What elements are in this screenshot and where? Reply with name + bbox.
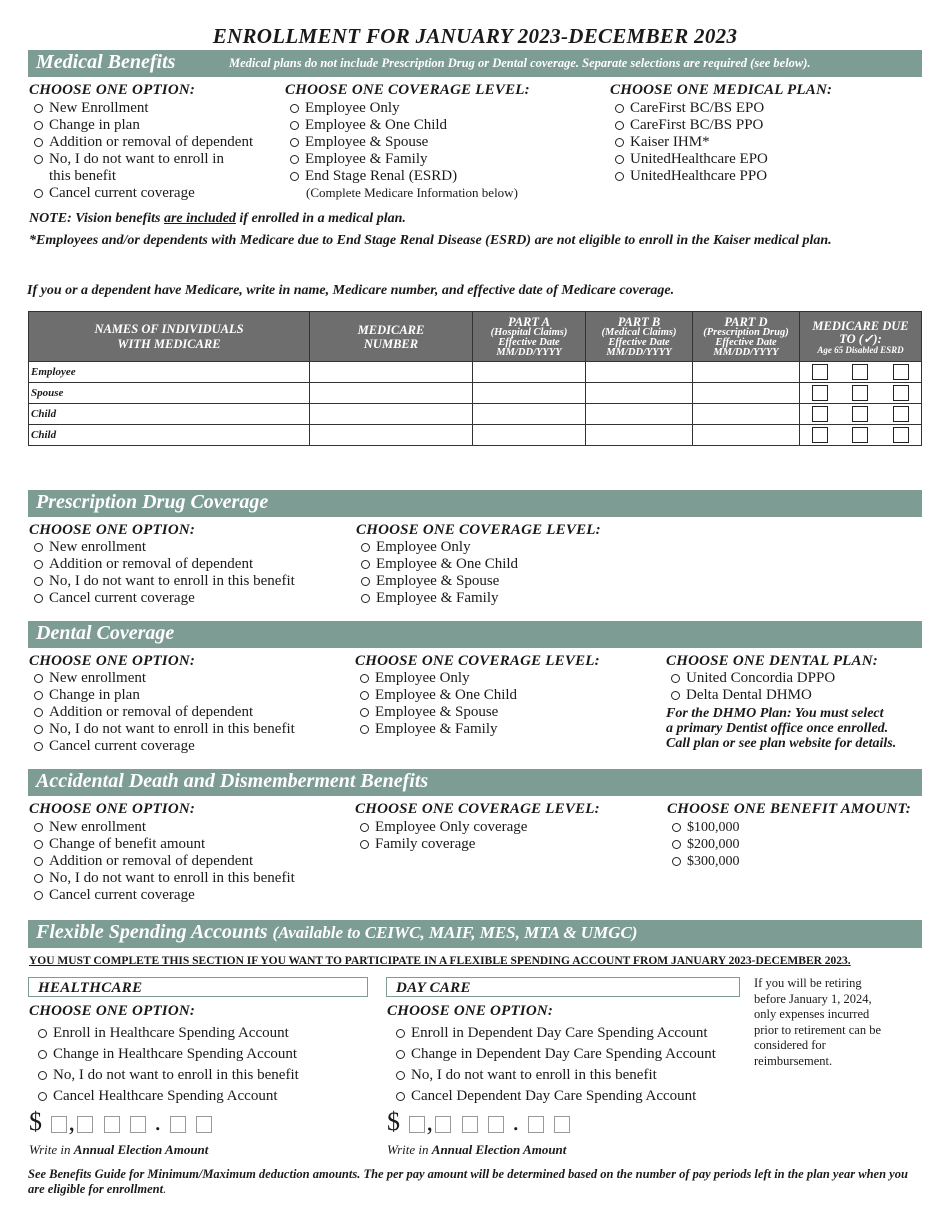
rx-coverage-list xyxy=(356,539,518,607)
part-a-date-cell[interactable] xyxy=(473,362,586,383)
medical-coverage-esrd[interactable]: End Stage Renal (ESRD) xyxy=(285,168,457,185)
page-title: ENROLLMENT FOR JANUARY 2023-DECEMBER 2023 xyxy=(212,24,738,48)
dental-plan-header: CHOOSE ONE DENTAL PLAN: xyxy=(666,653,878,669)
medical-plan-header: CHOOSE ONE MEDICAL PLAN: xyxy=(610,82,833,98)
period-sign: . xyxy=(154,1107,161,1136)
radio-icon[interactable] xyxy=(34,840,43,849)
dental-option-cancel[interactable]: Cancel current coverage xyxy=(29,738,295,755)
rx-option-dependent[interactable]: Addition or removal of dependent xyxy=(29,556,295,573)
esrd-checkbox[interactable] xyxy=(893,364,909,380)
medical-option-decline-cont: this benefit xyxy=(49,168,117,184)
dollar-sign: $ xyxy=(29,1107,42,1136)
hc-write-in-label: Write in Annual Election Amount xyxy=(29,1142,209,1157)
col-part-b-header: PART B (Medical Claims) Effective Date MM/DD/YYYY xyxy=(586,312,693,362)
part-b-date-cell[interactable] xyxy=(586,404,693,425)
radio-icon[interactable] xyxy=(34,121,43,130)
add-options-header: CHOOSE ONE OPTION: xyxy=(29,801,196,817)
medical-coverage-list xyxy=(285,100,457,185)
medical-options-list xyxy=(29,100,253,202)
add-amount-list xyxy=(667,819,740,870)
dc-option-cancel[interactable]: Cancel Dependent Day Care Spending Account xyxy=(391,1086,716,1107)
fsa-heading-sub: (Available to CEIWC, MAIF, MES, MTA & UMGC) xyxy=(272,923,638,942)
radio-icon[interactable] xyxy=(672,857,681,866)
healthcare-label: HEALTHCARE xyxy=(28,977,368,997)
esrd-checkbox[interactable] xyxy=(893,427,909,443)
radio-icon[interactable] xyxy=(360,823,369,832)
dc-cents-box[interactable] xyxy=(528,1116,544,1133)
add-option-new[interactable]: New enrollment xyxy=(29,819,295,836)
radio-icon[interactable] xyxy=(615,121,624,130)
medical-coverage-spouse[interactable]: Employee & Spouse xyxy=(285,134,457,151)
dc-write-in-label: Write in Annual Election Amount xyxy=(387,1142,567,1157)
radio-icon[interactable] xyxy=(34,691,43,700)
radio-icon[interactable] xyxy=(34,138,43,147)
hc-digit-box[interactable] xyxy=(104,1116,120,1133)
radio-icon[interactable] xyxy=(396,1092,405,1101)
col-part-a-header: PART A (Hospital Claims) Effective Date MM/DD/YYYY xyxy=(473,312,586,362)
medical-options-header: CHOOSE ONE OPTION: xyxy=(29,82,196,98)
dc-option-change[interactable]: Change in Dependent Day Care Spending Account xyxy=(391,1044,716,1065)
fsa-heading: Flexible Spending Accounts (Available to CEIWC, MAIF, MES, MTA & UMGC) xyxy=(36,921,638,943)
dc-cents-box[interactable] xyxy=(554,1116,570,1133)
radio-icon[interactable] xyxy=(615,155,624,164)
age-65-checkbox[interactable] xyxy=(812,364,828,380)
dental-plan-list xyxy=(666,670,835,704)
rx-section-header xyxy=(28,490,922,517)
medicare-row-child-1 xyxy=(29,404,922,425)
part-d-date-cell[interactable] xyxy=(693,404,800,425)
radio-icon[interactable] xyxy=(290,104,299,113)
add-coverage-employee[interactable]: Employee Only coverage xyxy=(355,819,527,836)
radio-icon[interactable] xyxy=(360,840,369,849)
dental-heading: Dental Coverage xyxy=(36,622,175,644)
radio-icon[interactable] xyxy=(361,543,370,552)
daycare-label: DAY CARE xyxy=(386,977,740,997)
dc-digit-box[interactable] xyxy=(435,1116,451,1133)
radio-icon[interactable] xyxy=(34,189,43,198)
add-option-change-amount[interactable]: Change of benefit amount xyxy=(29,836,295,853)
col-number-header: MEDICARE NUMBER xyxy=(310,312,473,362)
radio-icon[interactable] xyxy=(34,674,43,683)
radio-icon[interactable] xyxy=(34,543,43,552)
hc-option-decline[interactable]: No, I do not want to enroll in this benefit xyxy=(33,1065,299,1086)
radio-icon[interactable] xyxy=(34,104,43,113)
radio-icon[interactable] xyxy=(34,577,43,586)
radio-icon[interactable] xyxy=(34,155,43,164)
radio-icon[interactable] xyxy=(34,742,43,751)
row-label: Spouse xyxy=(29,383,310,404)
esrd-checkbox[interactable] xyxy=(893,385,909,401)
dc-option-enroll[interactable]: Enroll in Dependent Day Care Spending Account xyxy=(391,1023,716,1044)
part-b-date-cell[interactable] xyxy=(586,362,693,383)
radio-icon[interactable] xyxy=(396,1029,405,1038)
radio-icon[interactable] xyxy=(671,691,680,700)
part-a-date-cell[interactable] xyxy=(473,425,586,446)
radio-icon[interactable] xyxy=(38,1071,47,1080)
retirement-note: If you will be retiring before January 1, 2024, only expenses incurred prior to retirement can be considered for reimbursement. xyxy=(754,976,882,1068)
esrd-note: *Employees and/or dependents with Medicare due to End Stage Renal Disease (ESRD) are not eligible to enroll in the Kaiser medical plan. xyxy=(29,233,832,248)
add-amount-header: CHOOSE ONE BENEFIT AMOUNT: xyxy=(667,801,911,817)
rx-options-header: CHOOSE ONE OPTION: xyxy=(29,522,196,538)
disabled-checkbox[interactable] xyxy=(852,364,868,380)
rx-option-decline[interactable]: No, I do not want to enroll in this benefit xyxy=(29,573,295,590)
medicare-number-cell[interactable] xyxy=(310,383,473,404)
fsa-footer-note: See Benefits Guide for Minimum/Maximum deduction amounts. The per pay amount will be determined based on the number of pay periods left in the plan year when you are eligible for enrollment. xyxy=(28,1167,908,1196)
radio-icon[interactable] xyxy=(34,725,43,734)
dc-digit-box[interactable] xyxy=(462,1116,478,1133)
radio-icon[interactable] xyxy=(360,708,369,717)
medical-heading: Medical Benefits xyxy=(36,51,176,73)
hc-option-enroll[interactable]: Enroll in Healthcare Spending Account xyxy=(33,1023,299,1044)
radio-icon[interactable] xyxy=(360,691,369,700)
rx-coverage-family[interactable]: Employee & Family xyxy=(356,590,518,607)
dc-options-header: CHOOSE ONE OPTION: xyxy=(387,1003,554,1019)
add-options-list xyxy=(29,819,295,904)
add-heading: Accidental Death and Dismemberment Benefits xyxy=(36,770,429,792)
medical-plan-uhc-ppo[interactable]: UnitedHealthcare PPO xyxy=(610,168,768,185)
dental-plan-delta[interactable]: Delta Dental DHMO xyxy=(666,687,835,704)
vision-note: NOTE: Vision benefits are included if enrolled in a medical plan. xyxy=(29,211,406,226)
dental-option-dependent[interactable]: Addition or removal of dependent xyxy=(29,704,295,721)
radio-icon[interactable] xyxy=(615,138,624,147)
dollar-sign: $ xyxy=(387,1107,400,1136)
rx-coverage-employee[interactable]: Employee Only xyxy=(356,539,518,556)
add-option-dependent[interactable]: Addition or removal of dependent xyxy=(29,853,295,870)
comma-sign: , xyxy=(426,1107,433,1136)
medical-option-change[interactable]: Change in plan xyxy=(29,117,253,134)
medicare-row-employee xyxy=(29,362,922,383)
comma-sign: , xyxy=(68,1107,75,1136)
add-section-header xyxy=(28,769,922,796)
medical-option-new[interactable]: New Enrollment xyxy=(29,100,253,117)
rx-coverage-header: CHOOSE ONE COVERAGE LEVEL: xyxy=(356,522,601,538)
medical-coverage-employee[interactable]: Employee Only xyxy=(285,100,457,117)
medical-plan-kaiser[interactable]: Kaiser IHM* xyxy=(610,134,768,151)
age-65-checkbox[interactable] xyxy=(812,385,828,401)
add-option-cancel[interactable]: Cancel current coverage xyxy=(29,887,295,904)
radio-icon[interactable] xyxy=(360,725,369,734)
hc-cents-box[interactable] xyxy=(196,1116,212,1133)
dental-options-list xyxy=(29,670,295,755)
dc-amount-entry xyxy=(387,1107,572,1137)
dc-digit-box[interactable] xyxy=(409,1116,425,1133)
medical-coverage-family[interactable]: Employee & Family xyxy=(285,151,457,168)
col-part-d-header: PART D (Prescription Drug) Effective Date MM/DD/YYYY xyxy=(693,312,800,362)
hc-amount-entry xyxy=(29,1107,214,1137)
add-amount-300k[interactable]: $300,000 xyxy=(667,853,740,870)
radio-icon[interactable] xyxy=(396,1050,405,1059)
age-65-checkbox[interactable] xyxy=(812,406,828,422)
medical-plan-carefirst-ppo[interactable]: CareFirst BC/BS PPO xyxy=(610,117,768,134)
radio-icon[interactable] xyxy=(38,1029,47,1038)
radio-icon[interactable] xyxy=(290,138,299,147)
rx-option-cancel[interactable]: Cancel current coverage xyxy=(29,590,295,607)
add-amount-100k[interactable]: $100,000 xyxy=(667,819,740,836)
radio-icon[interactable] xyxy=(34,560,43,569)
radio-icon[interactable] xyxy=(615,104,624,113)
radio-icon[interactable] xyxy=(672,840,681,849)
rx-heading: Prescription Drug Coverage xyxy=(36,491,269,513)
dhmo-note: For the DHMO Plan: You must select a primary Dentist office once enrolled. Call plan or see plan website for details. xyxy=(666,706,897,751)
row-label: Employee xyxy=(29,362,310,383)
period-sign: . xyxy=(512,1107,519,1136)
medicare-number-cell[interactable] xyxy=(310,404,473,425)
radio-icon[interactable] xyxy=(672,823,681,832)
medical-option-cancel[interactable]: Cancel current coverage xyxy=(29,185,253,202)
dental-coverage-header: CHOOSE ONE COVERAGE LEVEL: xyxy=(355,653,600,669)
dc-option-decline[interactable]: No, I do not want to enroll in this benefit xyxy=(391,1065,716,1086)
medical-coverage-header: CHOOSE ONE COVERAGE LEVEL: xyxy=(285,82,530,98)
age-65-checkbox[interactable] xyxy=(812,427,828,443)
col-names-header: NAMES OF INDIVIDUALS WITH MEDICARE xyxy=(29,312,310,362)
hc-digit-box[interactable] xyxy=(77,1116,93,1133)
radio-icon[interactable] xyxy=(361,560,370,569)
medicare-number-cell[interactable] xyxy=(310,362,473,383)
rx-options-list xyxy=(29,539,295,607)
medicare-intro: If you or a dependent have Medicare, write in name, Medicare number, and effective date of Medicare coverage. xyxy=(27,283,675,298)
medical-section-header xyxy=(28,50,922,77)
part-a-date-cell[interactable] xyxy=(473,383,586,404)
radio-icon[interactable] xyxy=(34,708,43,717)
radio-icon[interactable] xyxy=(396,1071,405,1080)
radio-icon[interactable] xyxy=(671,674,680,683)
row-label: Child xyxy=(29,404,310,425)
part-b-date-cell[interactable] xyxy=(586,383,693,404)
add-amount-200k[interactable]: $200,000 xyxy=(667,836,740,853)
medical-coverage-one-child[interactable]: Employee & One Child xyxy=(285,117,457,134)
fsa-must-complete-note: YOU MUST COMPLETE THIS SECTION IF YOU WANT TO PARTICIPATE IN A FLEXIBLE SPENDING ACCOUNT FROM JANUARY 2023-DECEMBER 2023. xyxy=(29,955,851,967)
radio-icon[interactable] xyxy=(290,121,299,130)
radio-icon[interactable] xyxy=(361,594,370,603)
radio-icon[interactable] xyxy=(34,891,43,900)
col-medicare-due-header: MEDICARE DUE TO (✓): Age 65 Disabled ESRD xyxy=(800,312,922,362)
radio-icon[interactable] xyxy=(360,674,369,683)
rx-coverage-spouse[interactable]: Employee & Spouse xyxy=(356,573,518,590)
part-b-date-cell[interactable] xyxy=(586,425,693,446)
radio-icon[interactable] xyxy=(34,874,43,883)
medical-plan-list xyxy=(610,100,768,185)
dental-coverage-spouse[interactable]: Employee & Spouse xyxy=(355,704,517,721)
disabled-checkbox[interactable] xyxy=(852,427,868,443)
part-d-date-cell[interactable] xyxy=(693,425,800,446)
dental-coverage-one-child[interactable]: Employee & One Child xyxy=(355,687,517,704)
disabled-checkbox[interactable] xyxy=(852,385,868,401)
hc-option-cancel[interactable]: Cancel Healthcare Spending Account xyxy=(33,1086,299,1107)
medical-option-decline[interactable]: No, I do not want to enroll in xyxy=(29,151,253,168)
radio-icon[interactable] xyxy=(34,594,43,603)
medical-plan-uhc-epo[interactable]: UnitedHealthcare EPO xyxy=(610,151,768,168)
part-d-date-cell[interactable] xyxy=(693,383,800,404)
esrd-checkbox[interactable] xyxy=(893,406,909,422)
dental-coverage-employee[interactable]: Employee Only xyxy=(355,670,517,687)
hc-digit-box[interactable] xyxy=(130,1116,146,1133)
medicare-number-cell[interactable] xyxy=(310,425,473,446)
dental-option-new[interactable]: New enrollment xyxy=(29,670,295,687)
dc-options-list xyxy=(391,1023,716,1107)
hc-options-list xyxy=(33,1023,299,1107)
dental-section-header xyxy=(28,621,922,648)
radio-icon[interactable] xyxy=(34,857,43,866)
hc-digit-box[interactable] xyxy=(51,1116,67,1133)
row-label: Child xyxy=(29,425,310,446)
hc-cents-box[interactable] xyxy=(170,1116,186,1133)
medicare-row-child-2 xyxy=(29,425,922,446)
medical-plan-carefirst-epo[interactable]: CareFirst BC/BS EPO xyxy=(610,100,768,117)
hc-option-change[interactable]: Change in Healthcare Spending Account xyxy=(33,1044,299,1065)
rx-coverage-one-child[interactable]: Employee & One Child xyxy=(356,556,518,573)
radio-icon[interactable] xyxy=(38,1050,47,1059)
dental-options-header: CHOOSE ONE OPTION: xyxy=(29,653,196,669)
medicare-info-note: (Complete Medicare Information below) xyxy=(306,185,518,200)
radio-icon[interactable] xyxy=(290,155,299,164)
part-a-date-cell[interactable] xyxy=(473,404,586,425)
part-d-date-cell[interactable] xyxy=(693,362,800,383)
disabled-checkbox[interactable] xyxy=(852,406,868,422)
add-coverage-family[interactable]: Family coverage xyxy=(355,836,527,853)
medical-plans-note: Medical plans do not include Prescription Drug or Dental coverage. Separate selections are required (see below). xyxy=(229,56,811,70)
radio-icon[interactable] xyxy=(361,577,370,586)
radio-icon[interactable] xyxy=(290,172,299,181)
fsa-section-header xyxy=(28,920,922,948)
add-coverage-header: CHOOSE ONE COVERAGE LEVEL: xyxy=(355,801,600,817)
radio-icon[interactable] xyxy=(38,1092,47,1101)
radio-icon[interactable] xyxy=(615,172,624,181)
medicare-table xyxy=(28,311,922,446)
rx-option-new[interactable]: New enrollment xyxy=(29,539,295,556)
medical-option-dependent[interactable]: Addition or removal of dependent xyxy=(29,134,253,151)
add-option-decline[interactable]: No, I do not want to enroll in this benefit xyxy=(29,870,295,887)
medicare-row-spouse xyxy=(29,383,922,404)
hc-options-header: CHOOSE ONE OPTION: xyxy=(29,1003,196,1019)
dental-plan-united-concordia[interactable]: United Concordia DPPO xyxy=(666,670,835,687)
add-coverage-list xyxy=(355,819,527,853)
dc-digit-box[interactable] xyxy=(488,1116,504,1133)
dental-coverage-list xyxy=(355,670,517,738)
dental-option-change[interactable]: Change in plan xyxy=(29,687,295,704)
dental-coverage-family[interactable]: Employee & Family xyxy=(355,721,517,738)
dental-option-decline[interactable]: No, I do not want to enroll in this benefit xyxy=(29,721,295,738)
radio-icon[interactable] xyxy=(34,823,43,832)
